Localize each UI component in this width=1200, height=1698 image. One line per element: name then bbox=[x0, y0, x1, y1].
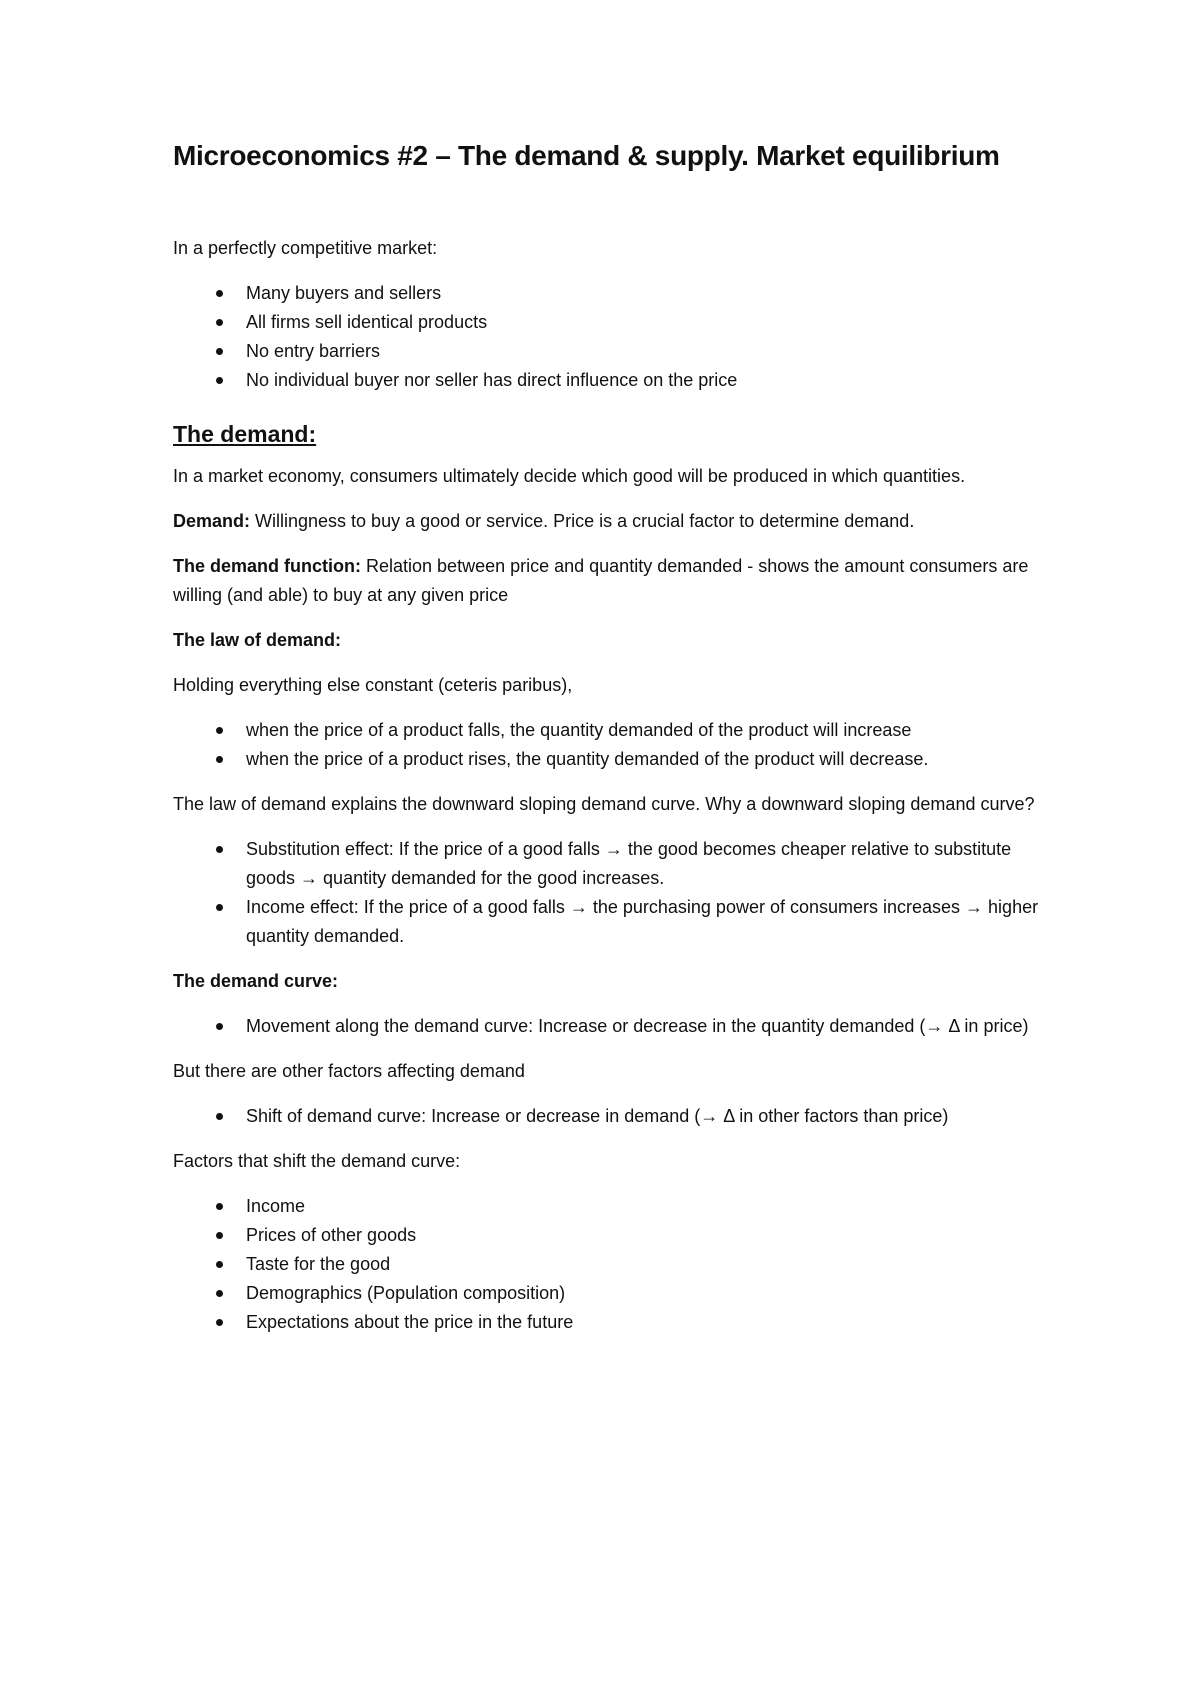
factors-lead: Factors that shift the demand curve: bbox=[173, 1151, 461, 1171]
list-item: when the price of a product rises, the quantity demanded of the product will decrease. bbox=[173, 745, 1053, 774]
list-item: Demographics (Population composition) bbox=[173, 1279, 1053, 1308]
list-item: Many buyers and sellers bbox=[173, 279, 1053, 308]
demand-function-text: Relation between price and quantity demanded - shows the amount consumers are willing (and able) to buy at any given price bbox=[173, 556, 1029, 605]
list-item: No entry barriers bbox=[173, 337, 1053, 366]
shift-factors-list bbox=[173, 1192, 1053, 1337]
demand-definition-text: Willingness to buy a good or service. Price is a crucial factor to determine demand. bbox=[250, 511, 915, 531]
law-of-demand-heading: The law of demand: bbox=[173, 630, 342, 650]
movement-list bbox=[173, 1012, 1053, 1041]
effects-list bbox=[173, 835, 1053, 951]
list-item: Taste for the good bbox=[173, 1250, 1053, 1279]
demand-definition bbox=[173, 507, 1053, 536]
intro-lead: In a perfectly competitive market: bbox=[173, 238, 438, 258]
list-item: Income bbox=[173, 1192, 1053, 1221]
list-item: Prices of other goods bbox=[173, 1221, 1053, 1250]
law-of-demand-list bbox=[173, 716, 1053, 774]
list-item: No individual buyer nor seller has direct influence on the price bbox=[173, 366, 1053, 395]
law-explanation: The law of demand explains the downward sloping demand curve. Why a downward sloping demand curve? bbox=[173, 794, 1035, 814]
market-features-list bbox=[173, 279, 1053, 395]
document-title: Microeconomics #2 – The demand & supply. Market equilibrium bbox=[173, 140, 1000, 171]
demand-function-definition bbox=[173, 552, 1053, 610]
list-item: when the price of a product falls, the quantity demanded of the product will increase bbox=[173, 716, 1053, 745]
demand-curve-heading: The demand curve: bbox=[173, 971, 339, 991]
list-item: Income effect: If the price of a good falls → the purchasing power of consumers increases → higher quantity demanded. bbox=[173, 893, 1053, 951]
list-item: Expectations about the price in the future bbox=[173, 1308, 1053, 1337]
section-heading-demand: The demand: bbox=[173, 421, 317, 447]
list-item: All firms sell identical products bbox=[173, 308, 1053, 337]
list-item: Shift of demand curve: Increase or decrease in demand (→ Δ in other factors than price) bbox=[173, 1102, 1053, 1131]
demand-function-term: The demand function: bbox=[173, 556, 361, 576]
other-factors-paragraph: But there are other factors affecting demand bbox=[173, 1061, 525, 1081]
shift-list bbox=[173, 1102, 1053, 1131]
list-item: Substitution effect: If the price of a good falls → the good becomes cheaper relative to substitute goods → quantity demanded for the good increases. bbox=[173, 835, 1053, 893]
market-economy-paragraph: In a market economy, consumers ultimately decide which good will be produced in which quantities. bbox=[173, 466, 966, 486]
list-item: Movement along the demand curve: Increase or decrease in the quantity demanded (→ Δ in price) bbox=[173, 1012, 1053, 1041]
document-page bbox=[173, 140, 1053, 1353]
law-of-demand-lead: Holding everything else constant (ceteris paribus), bbox=[173, 675, 573, 695]
demand-term: Demand: bbox=[173, 511, 251, 531]
